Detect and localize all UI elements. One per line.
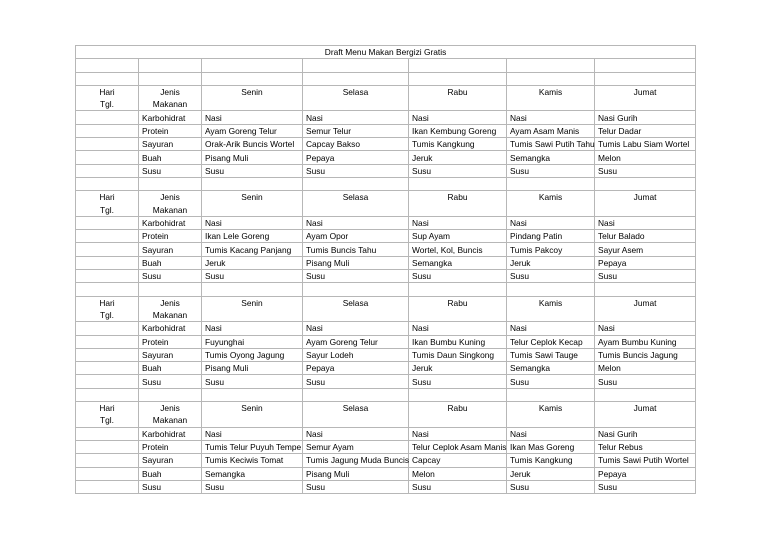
jenis-header[interactable]: Jenis bbox=[139, 402, 202, 415]
menu-item-cell[interactable]: Telur Dadar bbox=[595, 124, 696, 137]
menu-item-cell[interactable]: Tumis Keciwis Tomat bbox=[202, 454, 303, 467]
menu-item-cell[interactable]: Tumis Jagung Muda Buncis bbox=[303, 454, 409, 467]
hari-header[interactable]: Hari bbox=[76, 296, 139, 309]
day-header[interactable]: Senin bbox=[202, 85, 303, 98]
empty-cell[interactable] bbox=[595, 283, 696, 296]
makanan-header[interactable]: Makanan bbox=[139, 204, 202, 217]
empty-cell[interactable] bbox=[76, 164, 139, 177]
menu-item-cell[interactable]: Nasi bbox=[303, 322, 409, 335]
empty-cell[interactable] bbox=[76, 111, 139, 124]
empty-cell[interactable] bbox=[409, 72, 507, 85]
spreadsheet bbox=[75, 45, 696, 494]
sheet-title[interactable]: Draft Menu Makan Bergizi Gratis bbox=[76, 46, 696, 59]
menu-item-cell[interactable]: Jeruk bbox=[409, 151, 507, 164]
empty-cell[interactable] bbox=[76, 388, 139, 401]
empty-cell[interactable] bbox=[595, 177, 696, 190]
menu-item-cell[interactable]: Tumis Oyong Jagung bbox=[202, 348, 303, 361]
date-cell[interactable] bbox=[409, 98, 507, 111]
food-type-cell[interactable]: Sayuran bbox=[139, 243, 202, 256]
date-cell[interactable] bbox=[202, 414, 303, 427]
menu-item-cell[interactable]: Pepaya bbox=[595, 467, 696, 480]
empty-cell[interactable] bbox=[76, 322, 139, 335]
empty-cell[interactable] bbox=[507, 59, 595, 72]
menu-item-cell[interactable]: Nasi bbox=[303, 216, 409, 229]
menu-item-cell[interactable]: Susu bbox=[409, 375, 507, 388]
menu-item-cell[interactable]: Nasi bbox=[409, 216, 507, 229]
menu-row bbox=[76, 243, 696, 256]
header-row bbox=[76, 414, 696, 427]
menu-item-cell[interactable]: Semur Telur bbox=[303, 124, 409, 137]
menu-item-cell[interactable]: Nasi bbox=[202, 427, 303, 440]
menu-item-cell[interactable]: Susu bbox=[595, 164, 696, 177]
menu-item-cell[interactable]: Tumis Sawi Putih Tahu bbox=[507, 138, 595, 151]
makanan-header[interactable]: Makanan bbox=[139, 98, 202, 111]
empty-cell[interactable] bbox=[76, 124, 139, 137]
empty-cell[interactable] bbox=[76, 283, 139, 296]
menu-item-cell[interactable]: Nasi bbox=[303, 427, 409, 440]
date-cell[interactable] bbox=[595, 414, 696, 427]
header-row bbox=[76, 98, 696, 111]
menu-item-cell[interactable]: Telur Ceplok Kecap bbox=[507, 335, 595, 348]
menu-item-cell[interactable]: Ikan Mas Goreng bbox=[507, 440, 595, 453]
date-cell[interactable] bbox=[507, 309, 595, 322]
empty-cell[interactable] bbox=[139, 72, 202, 85]
menu-item-cell[interactable]: Susu bbox=[303, 375, 409, 388]
blank-row bbox=[76, 283, 696, 296]
date-cell[interactable] bbox=[409, 414, 507, 427]
empty-cell[interactable] bbox=[76, 440, 139, 453]
title-row bbox=[76, 46, 696, 59]
empty-cell[interactable] bbox=[202, 177, 303, 190]
day-header[interactable]: Senin bbox=[202, 191, 303, 204]
menu-item-cell[interactable]: Susu bbox=[507, 164, 595, 177]
menu-item-cell[interactable]: Nasi bbox=[409, 322, 507, 335]
date-cell[interactable] bbox=[303, 309, 409, 322]
food-type-cell[interactable]: Protein bbox=[139, 230, 202, 243]
menu-item-cell[interactable]: Ayam Asam Manis bbox=[507, 124, 595, 137]
menu-item-cell[interactable]: Telur Balado bbox=[595, 230, 696, 243]
empty-cell[interactable] bbox=[202, 283, 303, 296]
menu-item-cell[interactable]: Susu bbox=[202, 375, 303, 388]
menu-item-cell[interactable]: Jeruk bbox=[202, 256, 303, 269]
menu-item-cell[interactable]: Tumis Labu Siam Wortel bbox=[595, 138, 696, 151]
empty-cell[interactable] bbox=[202, 388, 303, 401]
empty-cell[interactable] bbox=[76, 177, 139, 190]
day-header[interactable]: Kamis bbox=[507, 85, 595, 98]
menu-row bbox=[76, 440, 696, 453]
date-cell[interactable] bbox=[507, 204, 595, 217]
empty-cell[interactable] bbox=[303, 283, 409, 296]
menu-item-cell[interactable]: Nasi bbox=[202, 216, 303, 229]
blank-row bbox=[76, 59, 696, 72]
food-type-cell[interactable]: Protein bbox=[139, 335, 202, 348]
empty-cell[interactable] bbox=[507, 388, 595, 401]
menu-item-cell[interactable]: Nasi Gurih bbox=[595, 111, 696, 124]
empty-cell[interactable] bbox=[76, 270, 139, 283]
menu-item-cell[interactable]: Jeruk bbox=[409, 362, 507, 375]
date-cell[interactable] bbox=[595, 204, 696, 217]
menu-item-cell[interactable]: Pisang Muli bbox=[202, 151, 303, 164]
menu-item-cell[interactable]: Pisang Muli bbox=[303, 467, 409, 480]
hari-header[interactable]: Hari bbox=[76, 191, 139, 204]
food-type-cell[interactable]: Buah bbox=[139, 362, 202, 375]
menu-item-cell[interactable]: Nasi bbox=[303, 111, 409, 124]
empty-cell[interactable] bbox=[76, 467, 139, 480]
menu-item-cell[interactable]: Nasi bbox=[595, 216, 696, 229]
makanan-header[interactable]: Makanan bbox=[139, 309, 202, 322]
tgl-header[interactable]: Tgl. bbox=[76, 98, 139, 111]
menu-row bbox=[76, 348, 696, 361]
menu-row bbox=[76, 164, 696, 177]
menu-item-cell[interactable]: Pepaya bbox=[595, 256, 696, 269]
hari-header[interactable]: Hari bbox=[76, 402, 139, 415]
menu-item-cell[interactable]: Susu bbox=[507, 375, 595, 388]
day-header[interactable]: Rabu bbox=[409, 85, 507, 98]
menu-item-cell[interactable]: Wortel, Kol, Buncis bbox=[409, 243, 507, 256]
day-header[interactable]: Senin bbox=[202, 402, 303, 415]
empty-cell[interactable] bbox=[139, 177, 202, 190]
menu-item-cell[interactable]: Telur Ceplok Asam Manis bbox=[409, 440, 507, 453]
menu-item-cell[interactable]: Semangka bbox=[409, 256, 507, 269]
empty-cell[interactable] bbox=[595, 59, 696, 72]
menu-item-cell[interactable]: Capcay Bakso bbox=[303, 138, 409, 151]
tgl-header[interactable]: Tgl. bbox=[76, 414, 139, 427]
jenis-header[interactable]: Jenis bbox=[139, 191, 202, 204]
menu-item-cell[interactable]: Tumis Sawi Putih Wortel bbox=[595, 454, 696, 467]
empty-cell[interactable] bbox=[76, 335, 139, 348]
empty-cell[interactable] bbox=[595, 388, 696, 401]
menu-item-cell[interactable]: Pepaya bbox=[303, 151, 409, 164]
day-header[interactable]: Selasa bbox=[303, 191, 409, 204]
jenis-header[interactable]: Jenis bbox=[139, 296, 202, 309]
menu-row bbox=[76, 138, 696, 151]
food-type-cell[interactable]: Karbohidrat bbox=[139, 322, 202, 335]
empty-cell[interactable] bbox=[76, 375, 139, 388]
menu-row bbox=[76, 216, 696, 229]
menu-row bbox=[76, 335, 696, 348]
day-header[interactable]: Rabu bbox=[409, 296, 507, 309]
menu-item-cell[interactable]: Tumis Buncis Tahu bbox=[303, 243, 409, 256]
empty-cell[interactable] bbox=[595, 72, 696, 85]
day-header[interactable]: Kamis bbox=[507, 296, 595, 309]
menu-item-cell[interactable]: Semangka bbox=[507, 362, 595, 375]
empty-cell[interactable] bbox=[76, 72, 139, 85]
hari-header[interactable]: Hari bbox=[76, 85, 139, 98]
menu-item-cell[interactable]: Pindang Patin bbox=[507, 230, 595, 243]
date-cell[interactable] bbox=[202, 204, 303, 217]
empty-cell[interactable] bbox=[202, 72, 303, 85]
empty-cell[interactable] bbox=[139, 388, 202, 401]
menu-item-cell[interactable]: Susu bbox=[303, 480, 409, 493]
menu-item-cell[interactable]: Ikan Bumbu Kuning bbox=[409, 335, 507, 348]
menu-item-cell[interactable]: Susu bbox=[595, 480, 696, 493]
day-header[interactable]: Jumat bbox=[595, 296, 696, 309]
empty-cell[interactable] bbox=[202, 59, 303, 72]
food-type-cell[interactable]: Protein bbox=[139, 440, 202, 453]
food-type-cell[interactable]: Karbohidrat bbox=[139, 111, 202, 124]
menu-item-cell[interactable]: Susu bbox=[409, 164, 507, 177]
day-header[interactable]: Jumat bbox=[595, 85, 696, 98]
food-type-cell[interactable]: Susu bbox=[139, 375, 202, 388]
menu-item-cell[interactable]: Ikan Lele Goreng bbox=[202, 230, 303, 243]
food-type-cell[interactable]: Sayuran bbox=[139, 348, 202, 361]
empty-cell[interactable] bbox=[76, 151, 139, 164]
menu-item-cell[interactable]: Tumis Kangkung bbox=[507, 454, 595, 467]
food-type-cell[interactable]: Karbohidrat bbox=[139, 216, 202, 229]
menu-table bbox=[75, 45, 696, 494]
empty-cell[interactable] bbox=[76, 454, 139, 467]
empty-cell[interactable] bbox=[409, 283, 507, 296]
menu-item-cell[interactable]: Susu bbox=[409, 480, 507, 493]
menu-item-cell[interactable]: Ayam Bumbu Kuning bbox=[595, 335, 696, 348]
empty-cell[interactable] bbox=[409, 177, 507, 190]
menu-item-cell[interactable]: Nasi bbox=[507, 216, 595, 229]
menu-item-cell[interactable]: Pisang Muli bbox=[202, 362, 303, 375]
header-row bbox=[76, 85, 696, 98]
empty-cell[interactable] bbox=[76, 243, 139, 256]
header-row bbox=[76, 402, 696, 415]
menu-item-cell[interactable]: Nasi bbox=[202, 111, 303, 124]
menu-item-cell[interactable]: Susu bbox=[507, 270, 595, 283]
menu-row bbox=[76, 362, 696, 375]
menu-item-cell[interactable]: Nasi bbox=[409, 427, 507, 440]
blank-row bbox=[76, 388, 696, 401]
menu-item-cell[interactable]: Susu bbox=[409, 270, 507, 283]
menu-item-cell[interactable]: Susu bbox=[595, 270, 696, 283]
empty-cell[interactable] bbox=[303, 388, 409, 401]
day-header[interactable]: Selasa bbox=[303, 402, 409, 415]
empty-cell[interactable] bbox=[76, 230, 139, 243]
food-type-cell[interactable]: Susu bbox=[139, 270, 202, 283]
date-cell[interactable] bbox=[595, 309, 696, 322]
date-cell[interactable] bbox=[202, 98, 303, 111]
date-cell[interactable] bbox=[595, 98, 696, 111]
header-row bbox=[76, 296, 696, 309]
date-cell[interactable] bbox=[507, 414, 595, 427]
menu-item-cell[interactable]: Ayam Opor bbox=[303, 230, 409, 243]
empty-cell[interactable] bbox=[76, 362, 139, 375]
header-row bbox=[76, 309, 696, 322]
menu-item-cell[interactable]: Susu bbox=[303, 164, 409, 177]
menu-row bbox=[76, 111, 696, 124]
blank-row bbox=[76, 72, 696, 85]
menu-item-cell[interactable]: Tumis Pakcoy bbox=[507, 243, 595, 256]
food-type-cell[interactable]: Protein bbox=[139, 124, 202, 137]
empty-cell[interactable] bbox=[76, 256, 139, 269]
empty-cell[interactable] bbox=[76, 348, 139, 361]
empty-cell[interactable] bbox=[76, 480, 139, 493]
menu-item-cell[interactable]: Susu bbox=[202, 480, 303, 493]
date-cell[interactable] bbox=[303, 98, 409, 111]
empty-cell[interactable] bbox=[507, 72, 595, 85]
header-row bbox=[76, 204, 696, 217]
day-header[interactable]: Jumat bbox=[595, 402, 696, 415]
menu-item-cell[interactable]: Susu bbox=[202, 270, 303, 283]
menu-item-cell[interactable]: Nasi bbox=[409, 111, 507, 124]
menu-row bbox=[76, 467, 696, 480]
food-type-cell[interactable]: Susu bbox=[139, 164, 202, 177]
menu-item-cell[interactable]: Capcay bbox=[409, 454, 507, 467]
day-header[interactable]: Selasa bbox=[303, 296, 409, 309]
empty-cell[interactable] bbox=[76, 138, 139, 151]
menu-item-cell[interactable]: Nasi bbox=[507, 427, 595, 440]
tgl-header[interactable]: Tgl. bbox=[76, 309, 139, 322]
menu-item-cell[interactable]: Pisang Muli bbox=[303, 256, 409, 269]
empty-cell[interactable] bbox=[76, 59, 139, 72]
food-type-cell[interactable]: Buah bbox=[139, 256, 202, 269]
menu-item-cell[interactable]: Sup Ayam bbox=[409, 230, 507, 243]
empty-cell[interactable] bbox=[409, 59, 507, 72]
menu-item-cell[interactable]: Tumis Telur Puyuh Tempe bbox=[202, 440, 303, 453]
menu-item-cell[interactable]: Susu bbox=[507, 480, 595, 493]
menu-row bbox=[76, 427, 696, 440]
menu-item-cell[interactable]: Nasi bbox=[507, 322, 595, 335]
menu-item-cell[interactable]: Tumis Kacang Panjang bbox=[202, 243, 303, 256]
menu-item-cell[interactable]: Fuyunghai bbox=[202, 335, 303, 348]
menu-item-cell[interactable]: Susu bbox=[303, 270, 409, 283]
menu-row bbox=[76, 256, 696, 269]
menu-row bbox=[76, 375, 696, 388]
menu-item-cell[interactable]: Tumis Sawi Tauge bbox=[507, 348, 595, 361]
menu-item-cell[interactable]: Telur Rebus bbox=[595, 440, 696, 453]
menu-item-cell[interactable]: Nasi Gurih bbox=[595, 427, 696, 440]
menu-item-cell[interactable]: Tumis Kangkung bbox=[409, 138, 507, 151]
day-header[interactable]: Rabu bbox=[409, 191, 507, 204]
day-header[interactable]: Senin bbox=[202, 296, 303, 309]
food-type-cell[interactable]: Sayuran bbox=[139, 454, 202, 467]
header-row bbox=[76, 191, 696, 204]
menu-item-cell[interactable]: Orak-Arik Buncis Wortel bbox=[202, 138, 303, 151]
menu-item-cell[interactable]: Jeruk bbox=[507, 467, 595, 480]
menu-item-cell[interactable]: Semangka bbox=[507, 151, 595, 164]
menu-item-cell[interactable]: Nasi bbox=[507, 111, 595, 124]
empty-cell[interactable] bbox=[507, 283, 595, 296]
menu-item-cell[interactable]: Nasi bbox=[595, 322, 696, 335]
food-type-cell[interactable]: Buah bbox=[139, 467, 202, 480]
day-header[interactable]: Kamis bbox=[507, 191, 595, 204]
menu-item-cell[interactable]: Pepaya bbox=[303, 362, 409, 375]
menu-item-cell[interactable]: Sayur Lodeh bbox=[303, 348, 409, 361]
menu-row bbox=[76, 480, 696, 493]
menu-item-cell[interactable]: Ayam Goreng Telur bbox=[202, 124, 303, 137]
menu-item-cell[interactable]: Susu bbox=[595, 375, 696, 388]
empty-cell[interactable] bbox=[76, 216, 139, 229]
day-header[interactable]: Rabu bbox=[409, 402, 507, 415]
menu-item-cell[interactable]: Melon bbox=[409, 467, 507, 480]
menu-item-cell[interactable]: Melon bbox=[595, 151, 696, 164]
date-cell[interactable] bbox=[507, 98, 595, 111]
day-header[interactable]: Kamis bbox=[507, 402, 595, 415]
food-type-cell[interactable]: Susu bbox=[139, 480, 202, 493]
menu-item-cell[interactable]: Ikan Kembung Goreng bbox=[409, 124, 507, 137]
empty-cell[interactable] bbox=[409, 388, 507, 401]
day-header[interactable]: Selasa bbox=[303, 85, 409, 98]
day-header[interactable]: Jumat bbox=[595, 191, 696, 204]
menu-row bbox=[76, 151, 696, 164]
blank-row bbox=[76, 177, 696, 190]
empty-cell[interactable] bbox=[303, 59, 409, 72]
menu-item-cell[interactable]: Semur Ayam bbox=[303, 440, 409, 453]
empty-cell[interactable] bbox=[507, 177, 595, 190]
menu-item-cell[interactable]: Jeruk bbox=[507, 256, 595, 269]
date-cell[interactable] bbox=[202, 309, 303, 322]
menu-item-cell[interactable]: Semangka bbox=[202, 467, 303, 480]
date-cell[interactable] bbox=[303, 204, 409, 217]
menu-item-cell[interactable]: Susu bbox=[202, 164, 303, 177]
menu-item-cell[interactable]: Ayam Goreng Telur bbox=[303, 335, 409, 348]
menu-row bbox=[76, 124, 696, 137]
date-cell[interactable] bbox=[409, 204, 507, 217]
menu-item-cell[interactable]: Tumis Buncis Jagung bbox=[595, 348, 696, 361]
menu-item-cell[interactable]: Sayur Asem bbox=[595, 243, 696, 256]
menu-row bbox=[76, 322, 696, 335]
menu-item-cell[interactable]: Nasi bbox=[202, 322, 303, 335]
date-cell[interactable] bbox=[409, 309, 507, 322]
empty-cell[interactable] bbox=[139, 283, 202, 296]
empty-cell[interactable] bbox=[76, 427, 139, 440]
tgl-header[interactable]: Tgl. bbox=[76, 204, 139, 217]
menu-item-cell[interactable]: Tumis Daun Singkong bbox=[409, 348, 507, 361]
food-type-cell[interactable]: Buah bbox=[139, 151, 202, 164]
empty-cell[interactable] bbox=[139, 59, 202, 72]
empty-cell[interactable] bbox=[303, 72, 409, 85]
menu-row bbox=[76, 454, 696, 467]
food-type-cell[interactable]: Karbohidrat bbox=[139, 427, 202, 440]
jenis-header[interactable]: Jenis bbox=[139, 85, 202, 98]
food-type-cell[interactable]: Sayuran bbox=[139, 138, 202, 151]
empty-cell[interactable] bbox=[303, 177, 409, 190]
menu-item-cell[interactable]: Melon bbox=[595, 362, 696, 375]
makanan-header[interactable]: Makanan bbox=[139, 414, 202, 427]
date-cell[interactable] bbox=[303, 414, 409, 427]
menu-row bbox=[76, 270, 696, 283]
menu-row bbox=[76, 230, 696, 243]
